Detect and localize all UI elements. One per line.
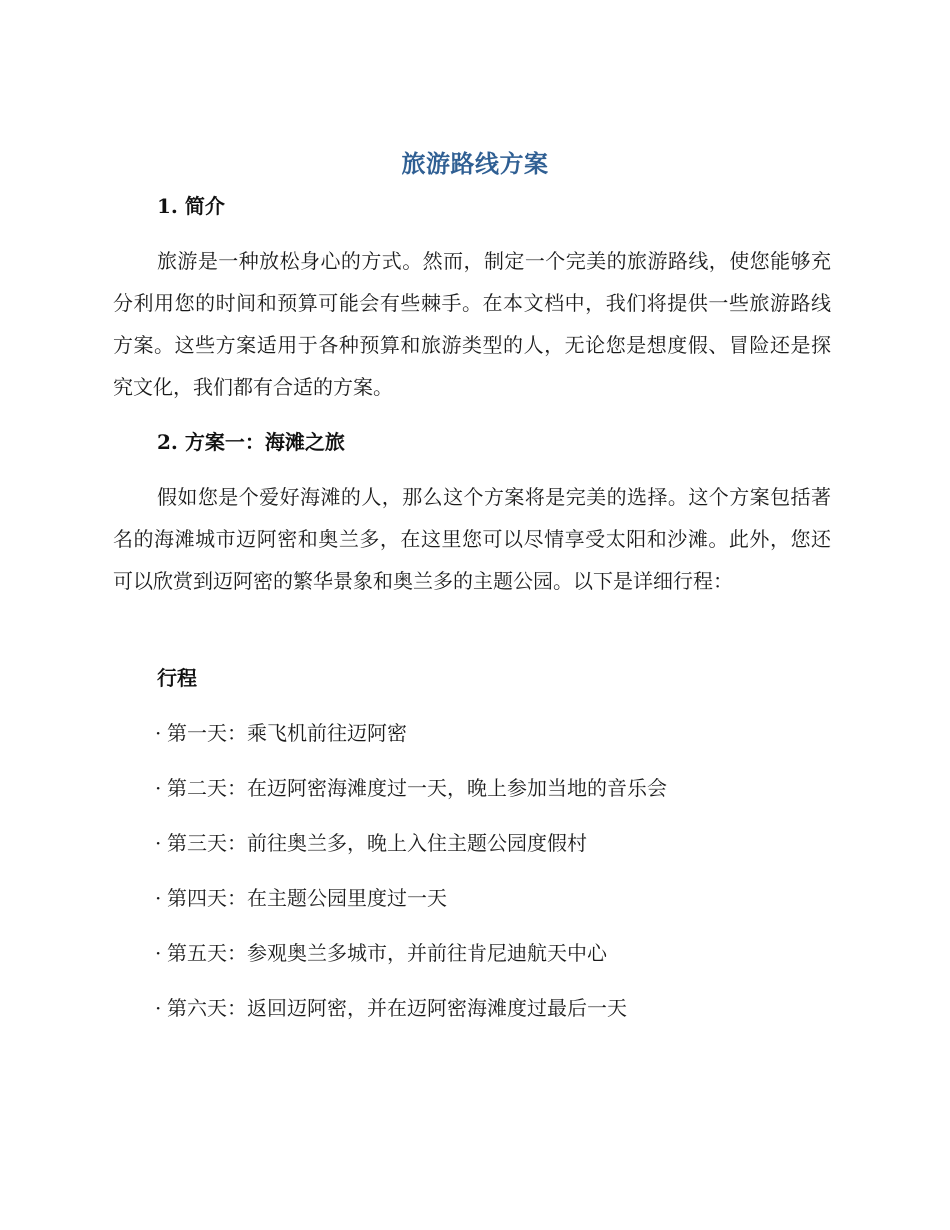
itinerary-item-text: 第二天：在迈阿密海滩度过一天，晚上参加当地的音乐会 — [167, 776, 667, 800]
itinerary-item — [155, 938, 607, 968]
bullet-icon: · — [155, 721, 162, 745]
bullet-icon: · — [155, 941, 162, 965]
itinerary-item-text: 第六天：返回迈阿密，并在迈阿密海滩度过最后一天 — [167, 996, 627, 1020]
section-heading-intro: 1. 简介 — [157, 194, 225, 218]
section-heading-plan1: 2. 方案一：海滩之旅 — [157, 430, 345, 454]
itinerary-item — [155, 773, 667, 803]
itinerary-item-text: 第三天：前往奥兰多，晚上入住主题公园度假村 — [167, 831, 587, 855]
intro-paragraph: 旅游是一种放松身心的方式。然而，制定一个完美的旅游路线，使您能够充分利用您的时间和预算可能会有些棘手。在本文档中，我们将提供一些旅游路线方案。这些方案适用于各种预算和旅游类型的人，无论您是想度假、冒险还是探究文化，我们都有合适的方案。 — [113, 249, 831, 399]
bullet-icon: · — [155, 831, 162, 855]
itinerary-item — [155, 993, 627, 1023]
document-title: 旅游路线方案 — [401, 149, 549, 178]
itinerary-item-text: 第一天：乘飞机前往迈阿密 — [167, 721, 407, 745]
bullet-icon: · — [155, 996, 162, 1020]
itinerary-item — [155, 828, 587, 858]
itinerary-item-text: 第四天：在主题公园里度过一天 — [167, 886, 447, 910]
plan1-paragraph: 假如您是个爱好海滩的人，那么这个方案将是完美的选择。这个方案包括著名的海滩城市迈阿密和奥兰多，在这里您可以尽情享受太阳和沙滩。此外，您还可以欣赏到迈阿密的繁华景象和奥兰多的主题公园。以下是详细行程： — [113, 485, 831, 593]
bullet-icon: · — [155, 776, 162, 800]
bullet-icon: · — [155, 886, 162, 910]
itinerary-item — [155, 718, 407, 748]
itinerary-item — [155, 883, 447, 913]
itinerary-item-text: 第五天：参观奥兰多城市，并前往肯尼迪航天中心 — [167, 941, 607, 965]
itinerary-heading: 行程 — [157, 666, 197, 690]
